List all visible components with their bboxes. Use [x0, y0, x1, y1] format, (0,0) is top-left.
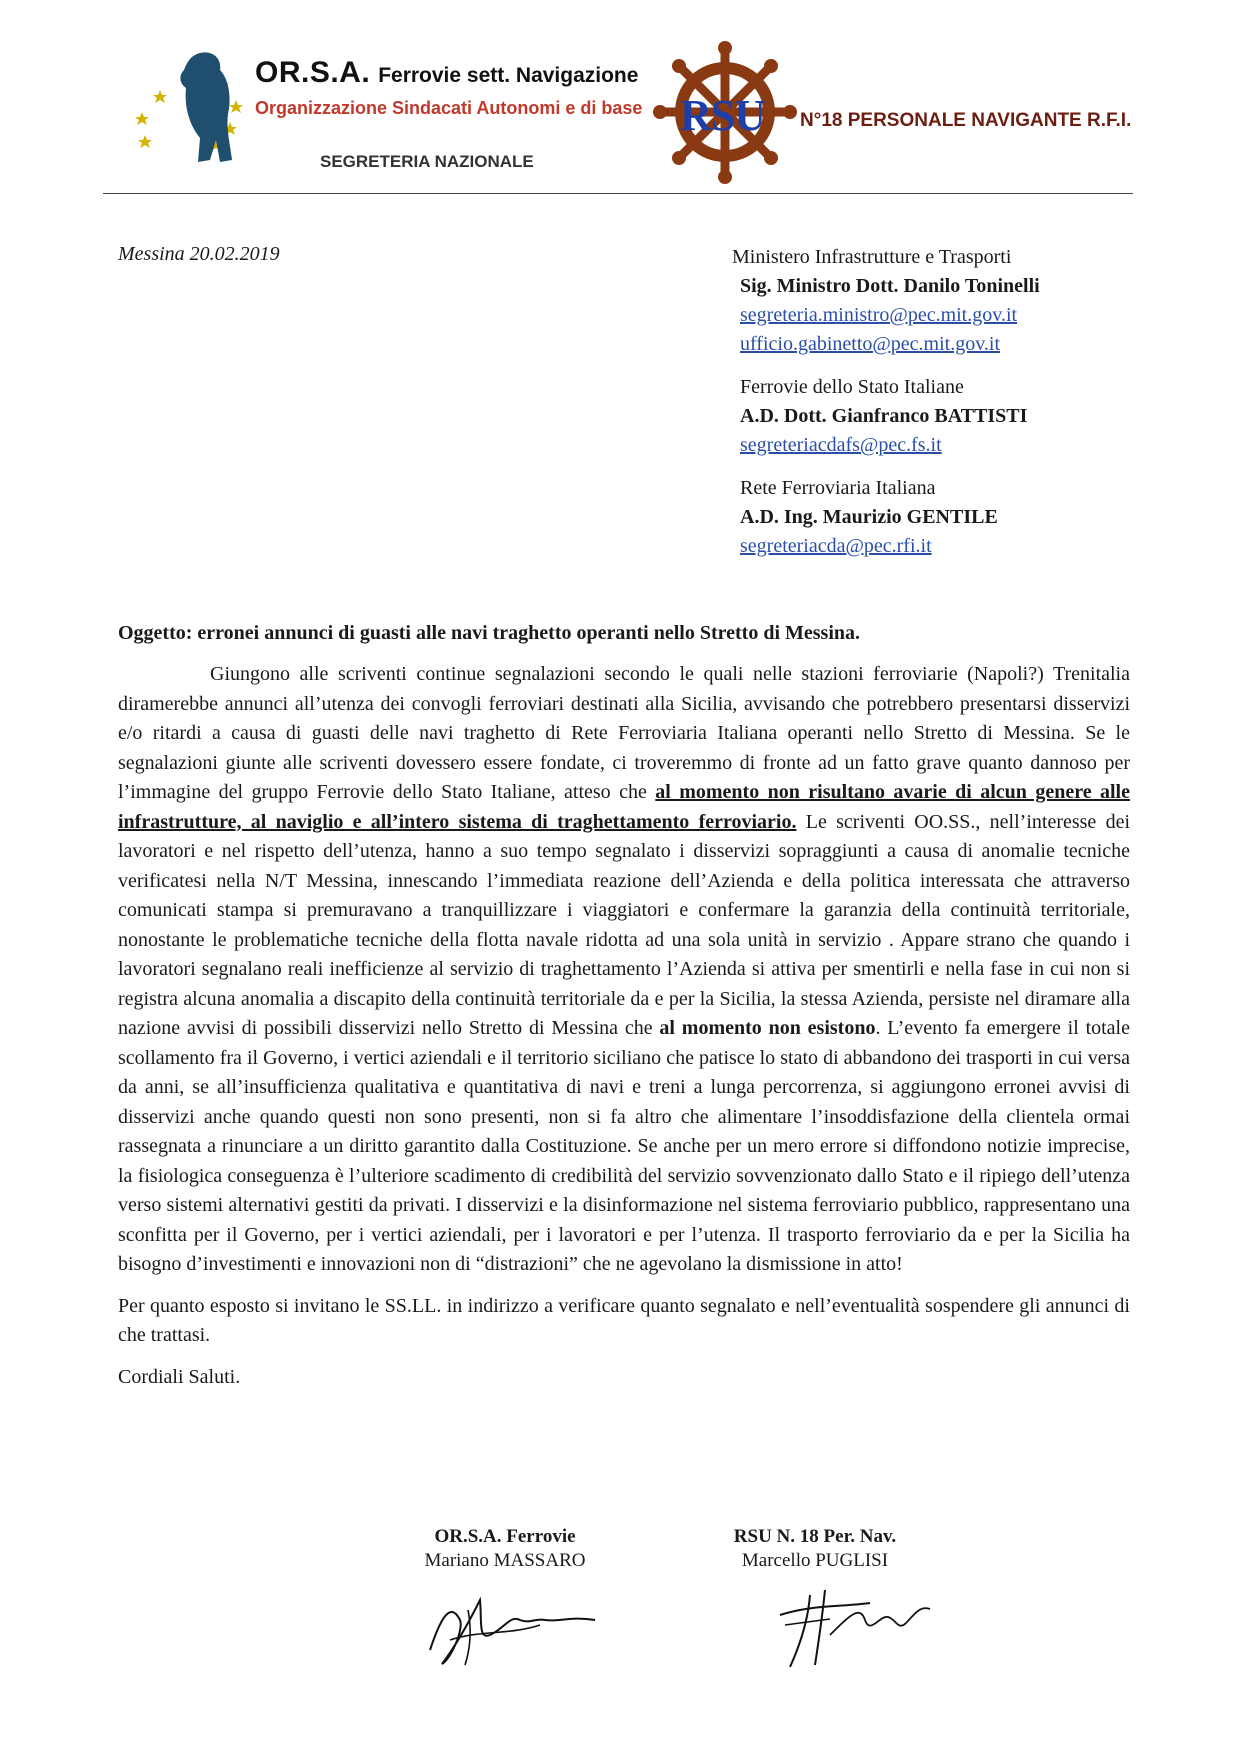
recipient-fs: [740, 373, 1130, 460]
orsa-segreteria: SEGRETERIA NAZIONALE: [320, 152, 534, 171]
recipient-email-link[interactable]: segreteriacda@pec.rfi.it: [740, 535, 932, 557]
signature-puglisi-icon: [770, 1575, 940, 1675]
signatory-org: RSU N. 18 Per. Nav.: [733, 1526, 897, 1547]
rsu-logo-text: RSU: [680, 91, 766, 140]
signature-block-orsa: [405, 1525, 605, 1573]
body-paragraph-request: Per quanto esposto si invitano le SS.LL. in indirizzo a verificare quanto segnalato e nell’eventualità sospendere gli annunci di che trattasi.: [118, 1294, 1130, 1346]
rsu-logo: [650, 40, 1130, 185]
letterhead: [130, 40, 1130, 190]
signature-massaro-icon: [420, 1580, 610, 1670]
signatory-org: OR.S.A. Ferrovie: [434, 1526, 576, 1547]
orsa-subtitle: Ferrovie sett. Navigazione: [378, 64, 639, 87]
recipient-person: A.D. Dott. Gianfranco BATTISTI: [740, 405, 1028, 427]
recipient-ministero: [732, 243, 1130, 359]
body-emphasis: al momento non esistono: [659, 1017, 876, 1039]
letter-date: Messina 20.02.2019: [118, 243, 280, 265]
recipient-email-link[interactable]: segreteria.ministro@pec.mit.gov.it: [740, 304, 1018, 326]
recipient-org: Ministero Infrastrutture e Trasporti: [732, 246, 1012, 268]
body-text: . L’evento fa emergere il totale scollamento fra il Governo, i vertici aziendali e il territorio siciliano che patisce lo stato di abbandono dei trasporti in cui versa da anni, se all’insufficienza qualitativa e quantitativa di navi e treni a lunga percorrenza, si aggiungono erronei avvisi di disservizi anche quando questi non sono presenti, non si fa altro che alimentare l’insoddisfazione della clientela ormai rassegnata a rinunciare a un diritto garantito dalla Costituzione. Se anche per un mero errore si diffondono notizie imprecise, la fisiologica conseguenza è l’ulteriore scadimento di credibilità del servizio sovvenzionato dallo Stato e il ripiego dell’utenza verso sistemi alternativi gestiti da privati. I disservizi e la disinformazione nel sistema ferroviario pubblico, rappresentano una sconfitta per il Governo, per i vertici aziendali, per i lavoratori e per l’utenza. Il trasporto ferroviario da e per la Sicilia ha bisogno d’investimenti e innovazioni non di “distrazioni” che ne agevolano la dismissione in atto!: [118, 1017, 1130, 1275]
recipient-rfi: [740, 474, 1130, 561]
signatory-name: Mariano MASSARO: [424, 1550, 586, 1571]
bear-icon: [170, 48, 240, 168]
recipient-email-link[interactable]: segreteriacdafs@pec.fs.it: [740, 434, 942, 456]
letter-body: [118, 660, 1130, 1404]
recipient-email-link[interactable]: ufficio.gabinetto@pec.mit.gov.it: [740, 333, 1001, 355]
orsa-title-line: [255, 56, 638, 90]
letter-subject: Oggetto: erronei annunci di guasti alle navi traghetto operanti nello Stretto di Messina.: [118, 622, 861, 644]
orsa-title: OR.S.A.: [255, 56, 371, 89]
signature-block-rsu: [700, 1525, 930, 1573]
recipients: [732, 243, 1130, 575]
body-paragraph-main: [118, 660, 1130, 1280]
orsa-logo: [130, 40, 643, 185]
orsa-organization: Organizzazione Sindacati Autonomi e di base: [255, 98, 643, 118]
recipient-person: A.D. Ing. Maurizio GENTILE: [740, 506, 998, 528]
signatory-name: Marcello PUGLISI: [741, 1550, 889, 1571]
recipient-person: Sig. Ministro Dott. Danilo Toninelli: [740, 275, 1040, 297]
closing: Cordiali Saluti.: [118, 1365, 241, 1388]
recipient-org: Rete Ferroviaria Italiana: [740, 477, 936, 499]
rsu-tagline: N°18 PERSONALE NAVIGANTE R.F.I.: [800, 110, 1132, 131]
body-text: Giungono alle scriventi continue segnalazioni secondo le quali nelle stazioni ferroviarie (Napoli?) Trenitalia diramerebbe annunci all’utenza dei convogli ferroviari destinati alla Sicilia, avvisando che potrebbero presentarsi disservizi e/o ritardi a causa di guasti delle navi traghetto di Rete Ferroviaria Italiana operanti nello Stretto di Messina. Se le segnalazioni giunte alle scriventi dovessero essere fondate, ci troveremmo di fronte ad un fatto grave quanto dannoso per l’immagine del gruppo Ferrovie dello Stato Italiane, atteso che: [118, 663, 1130, 803]
recipient-org: Ferrovie dello Stato Italiane: [740, 376, 964, 398]
body-emphasis-underlined: al momento non risultano avarie di alcun genere alle infrastrutture, al naviglio e all’intero sistema di traghettamento ferroviario.: [118, 781, 1130, 833]
body-text: Le scriventi OO.SS., nell’interesse dei lavoratori e nel rispetto dell’utenza, hanno a suo tempo segnalato i disservizi sopraggiunti a causa di anomalie tecniche verificatesi nella N/T Messina, innescando l’immediata reazione dell’Azienda e della politica interessata che attraverso comunicati stampa si premuravano a tranquillizzare i viaggiatori e confermare la garanzia della continuità territoriale, nonostante le problematiche tecniche della flotta navale ridotta ad una sola unità in servizio . Appare strano che quando i lavoratori segnalano reali inefficienze al servizio di traghettamento l’Azienda si attiva per smentirli e nella fase in cui non si registra alcuna anomalia a discapito della continuità territoriale da e per la Sicilia, la stessa Azienda, persiste nel diramare alla nazione avvisi di possibili disservizi nello Stretto di Messina che: [118, 810, 1131, 1039]
header-divider: [103, 193, 1133, 194]
